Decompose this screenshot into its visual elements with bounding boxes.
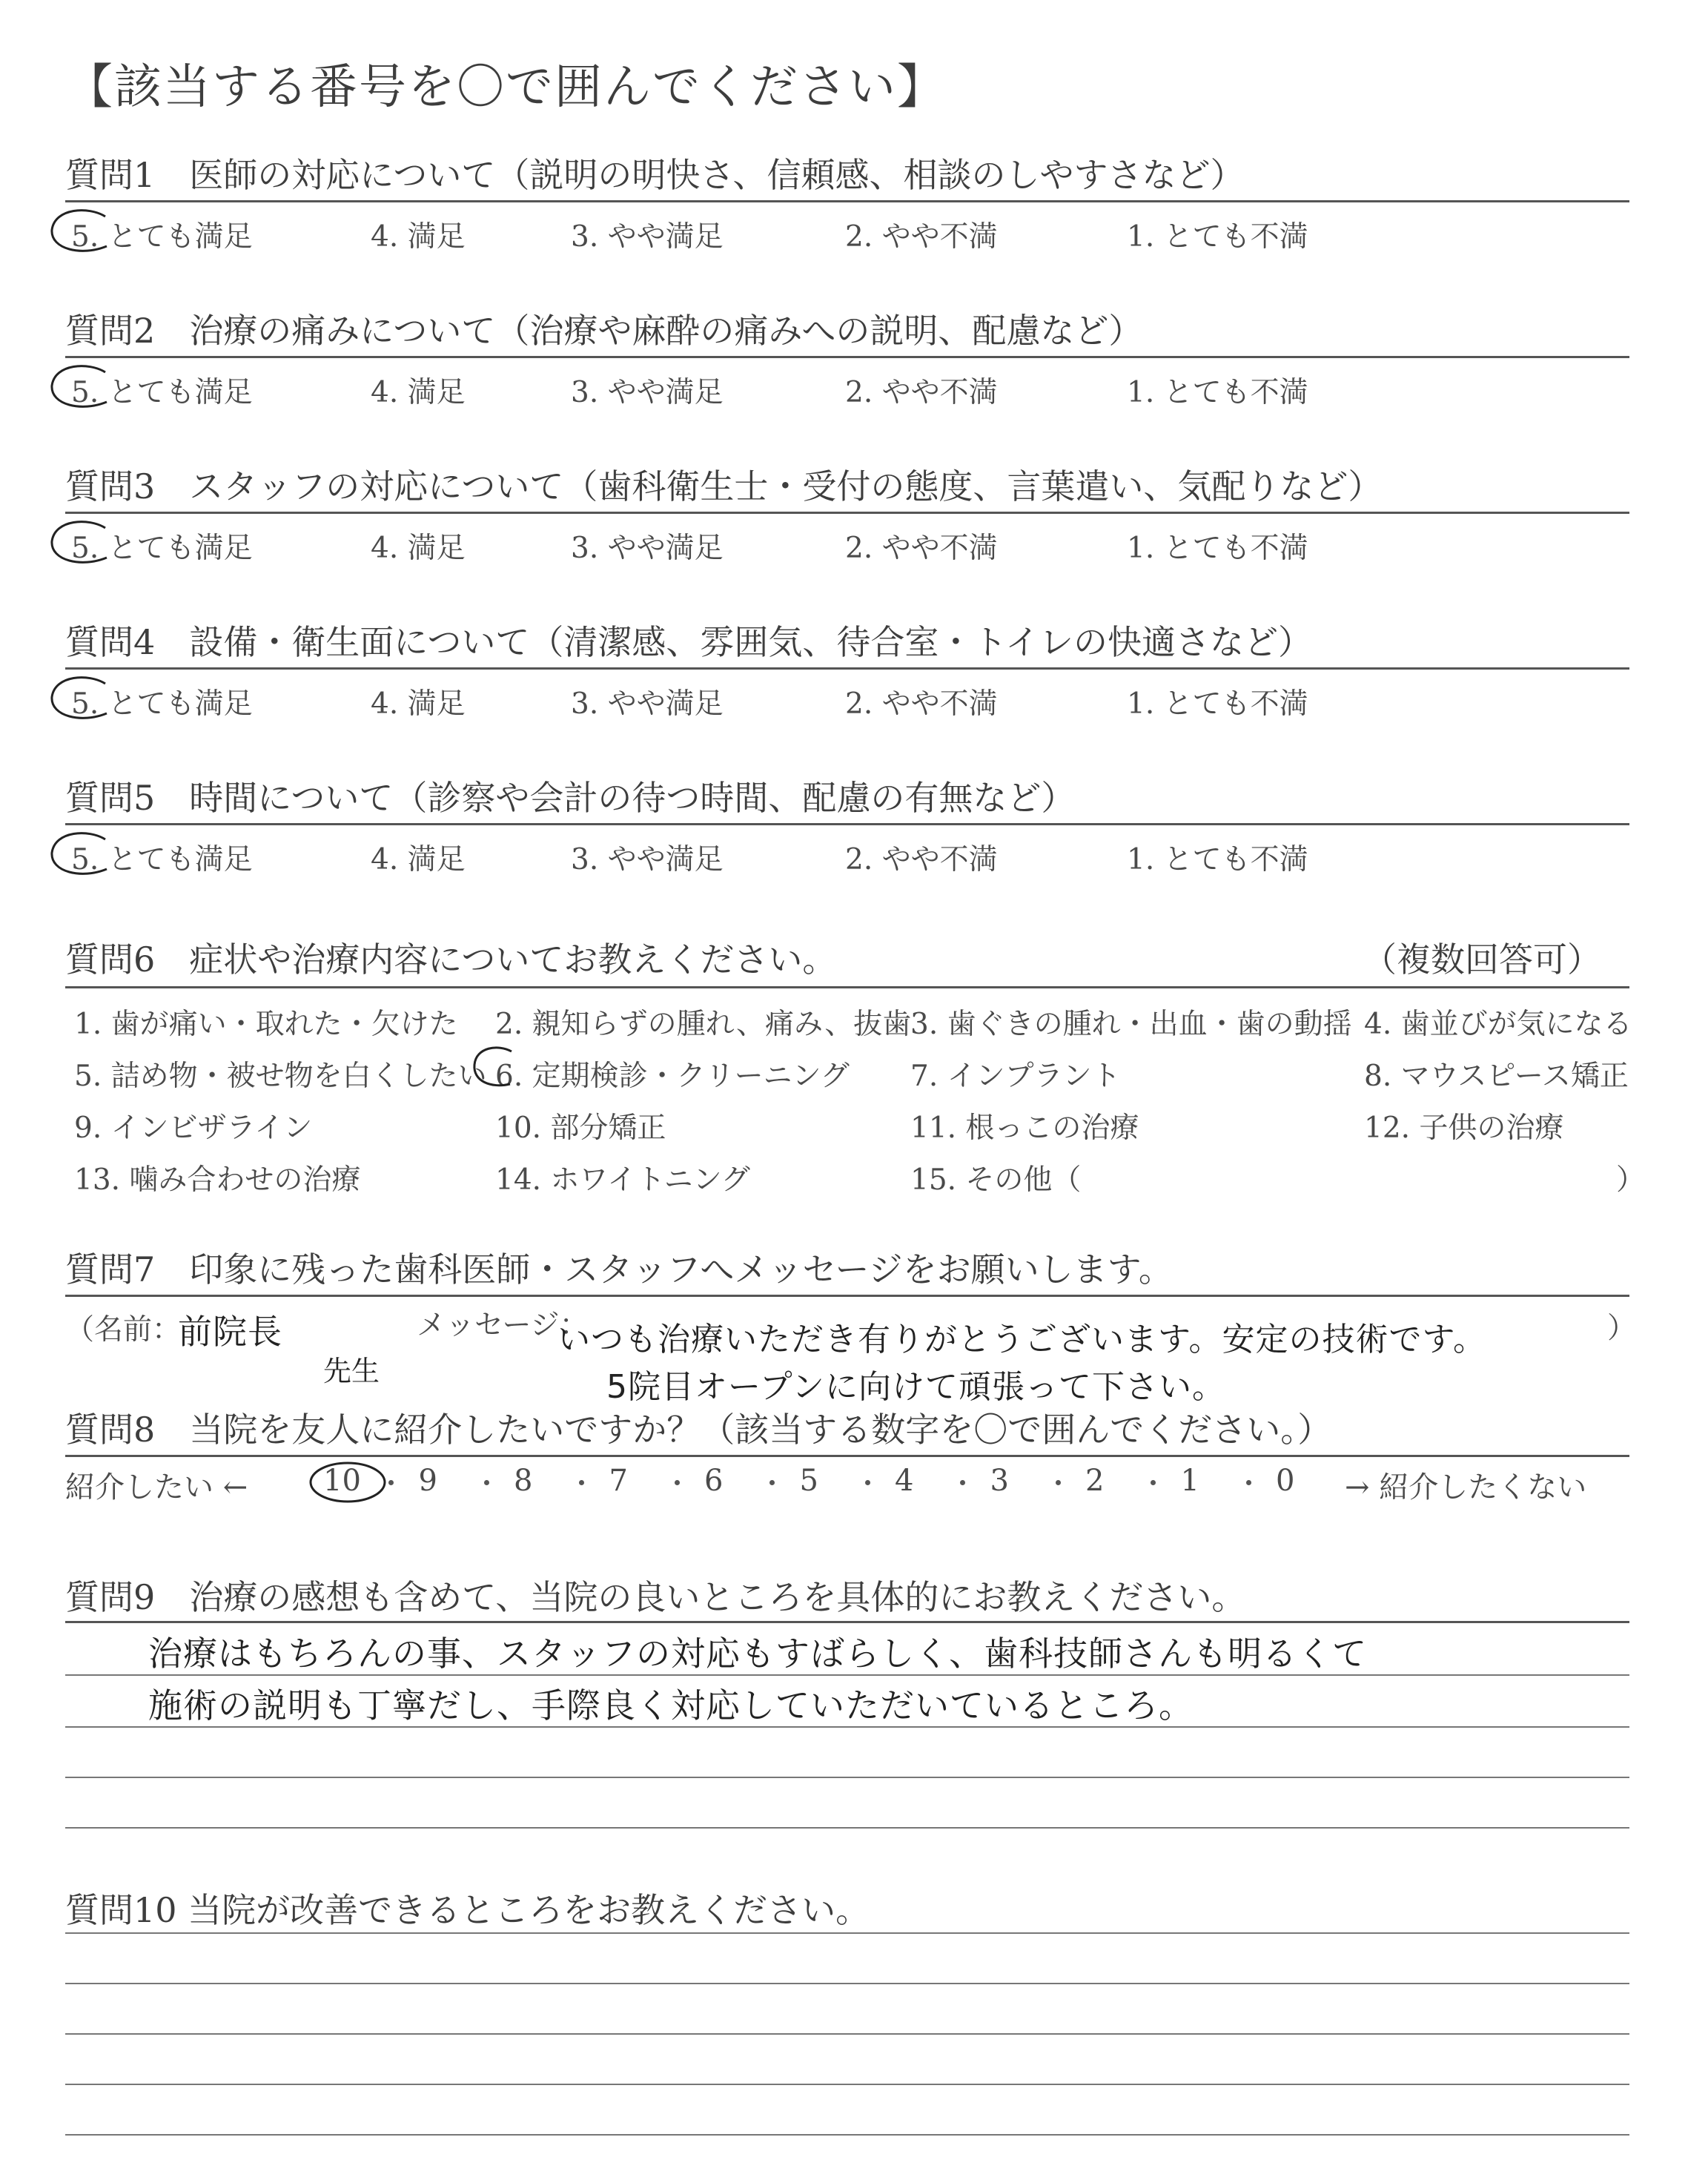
page-title: 【該当する番号を〇で囲んでください】 xyxy=(65,60,946,115)
q6-answer-circle xyxy=(469,1043,528,1094)
q7-message-line2: 5院目オープンに向けて頑張って下さい。 xyxy=(606,1368,1226,1406)
q1-title: 質問1 医師の対応について（説明の明快さ、信頼感、相談のしやすさなど） xyxy=(65,155,1245,195)
q8-scale-separator xyxy=(1151,1480,1156,1485)
q10-ruled-line xyxy=(65,2084,1629,2085)
q8-scale-separator xyxy=(865,1480,870,1485)
q7-title: 質問7 印象に残った歯科医師・スタッフへメッセージをお願いします。 xyxy=(65,1249,1173,1289)
q6-option-2[interactable]: 2. 親知らずの腫れ、痛み、抜歯 xyxy=(495,1008,912,1041)
q3-option-4[interactable]: 4. 満足 xyxy=(371,532,466,565)
q1-option-2[interactable]: 2. やや不満 xyxy=(845,220,998,254)
q2-option-3[interactable]: 3. やや満足 xyxy=(571,376,724,409)
q5-option-4[interactable]: 4. 満足 xyxy=(371,843,466,876)
q1-option-1[interactable]: 1. とても不満 xyxy=(1127,220,1308,254)
q8-scale-0[interactable]: 0 xyxy=(1276,1464,1295,1498)
q8-right-label: → 紹介したくない xyxy=(1345,1470,1587,1505)
q8-rule xyxy=(65,1455,1629,1457)
q10-ruled-line xyxy=(65,1932,1629,1934)
q6-option-12[interactable]: 12. 子供の治療 xyxy=(1364,1112,1564,1145)
q10-ruled-line xyxy=(65,2033,1629,2035)
q8-scale-separator xyxy=(484,1480,489,1485)
q6-option-4[interactable]: 4. 歯並びが気になる xyxy=(1364,1008,1632,1041)
q6-option-3[interactable]: 3. 歯ぐきの腫れ・出血・歯の動揺 xyxy=(910,1008,1352,1041)
q2-option-1[interactable]: 1. とても不満 xyxy=(1127,376,1308,409)
q2-option-5[interactable]: 5. とても満足 xyxy=(71,376,253,409)
q2-option-4[interactable]: 4. 満足 xyxy=(371,376,466,409)
q9-ruled-line xyxy=(65,1827,1629,1829)
q2-rule xyxy=(65,356,1629,358)
q9-title: 質問9 治療の感想も含めて、当院の良いところを具体的にお教えください。 xyxy=(65,1577,1246,1617)
q8-left-label: 紹介したい ← xyxy=(65,1470,248,1505)
q3-option-1[interactable]: 1. とても不満 xyxy=(1127,532,1308,565)
q6-option-1[interactable]: 1. 歯が痛い・取れた・欠けた xyxy=(74,1008,458,1041)
q7-message-line1: いつも治療いただき有りがとうございます。安定の技術です。 xyxy=(557,1321,1486,1358)
q8-scale-separator xyxy=(1056,1480,1061,1485)
q4-option-5[interactable]: 5. とても満足 xyxy=(71,687,253,721)
q6-option-11[interactable]: 11. 根っこの治療 xyxy=(910,1112,1139,1145)
q8-scale-9[interactable]: 9 xyxy=(418,1464,437,1498)
q8-scale-6[interactable]: 6 xyxy=(704,1464,724,1498)
q3-rule xyxy=(65,512,1629,514)
q6-note: （複数回答可） xyxy=(1363,939,1601,980)
q5-option-1[interactable]: 1. とても不満 xyxy=(1127,843,1308,876)
q2-title: 質問2 治療の痛みについて（治療や麻酔の痛みへの説明、配慮など） xyxy=(65,311,1143,351)
q3-answer-circle xyxy=(44,516,119,572)
q9-answer-line2: 施術の説明も丁寧だし、手際良く対応していただいているところ。 xyxy=(148,1685,1194,1725)
q5-option-3[interactable]: 3. やや満足 xyxy=(571,843,724,876)
q6-option-8[interactable]: 8. マウスピース矯正 xyxy=(1364,1060,1629,1093)
q4-title: 質問4 設備・衛生面について（清潔感、雰囲気、待合室・トイレの快適さなど） xyxy=(65,622,1313,662)
q8-scale-separator xyxy=(769,1480,775,1485)
q6-option-7[interactable]: 7. インプラント xyxy=(910,1060,1121,1093)
q1-answer-circle xyxy=(44,205,119,261)
q1-option-5[interactable]: 5. とても満足 xyxy=(71,220,253,254)
q8-scale-separator xyxy=(1246,1480,1251,1485)
q3-title: 質問3 スタッフの対応について（歯科衛生士・受付の態度、言葉遣い、気配りなど） xyxy=(65,466,1383,506)
q4-option-1[interactable]: 1. とても不満 xyxy=(1127,687,1308,721)
q4-answer-circle xyxy=(44,672,119,728)
q8-scale-8[interactable]: 8 xyxy=(514,1464,533,1498)
q8-scale-separator xyxy=(675,1480,680,1485)
q1-option-3[interactable]: 3. やや満足 xyxy=(571,220,724,254)
q3-option-3[interactable]: 3. やや満足 xyxy=(571,532,724,565)
q6-rule xyxy=(65,986,1629,988)
q9-ruled-line xyxy=(65,1726,1629,1728)
q2-option-2[interactable]: 2. やや不満 xyxy=(845,376,998,409)
q8-scale-1[interactable]: 1 xyxy=(1180,1464,1199,1498)
q4-option-3[interactable]: 3. やや満足 xyxy=(571,687,724,721)
q10-title: 質問10 当院が改善できるところをお教えください。 xyxy=(65,1890,870,1930)
q1-rule xyxy=(65,200,1629,202)
q9-answer-line1: 治療はもちろんの事、スタッフの対応もすばらしく、歯科技師さんも明るくて xyxy=(148,1634,1368,1674)
q8-title: 質問8 当院を友人に紹介したいですか？（該当する数字を〇で囲んでください。） xyxy=(65,1410,1332,1450)
q7-name-label: （名前： xyxy=(65,1313,182,1347)
q6-option-15[interactable]: 15. その他（ xyxy=(910,1163,1082,1197)
q6-option-13[interactable]: 13. 噛み合わせの治療 xyxy=(74,1163,361,1197)
q8-scale-7[interactable]: 7 xyxy=(609,1464,628,1498)
q8-scale-3[interactable]: 3 xyxy=(990,1464,1009,1498)
q5-option-2[interactable]: 2. やや不満 xyxy=(845,843,998,876)
q7-message-label: メッセージ： xyxy=(417,1309,589,1342)
q6-title: 質問6 症状や治療内容についてお教えください。 xyxy=(65,939,837,980)
q8-scale-10[interactable]: 10 xyxy=(323,1464,361,1498)
q6-option-9[interactable]: 9. インビザライン xyxy=(74,1112,313,1145)
q4-rule xyxy=(65,667,1629,670)
q9-ruled-line xyxy=(65,1674,1629,1676)
q7-name-value: 前院長 xyxy=(178,1312,282,1352)
q8-scale-separator xyxy=(388,1480,394,1485)
q6-other-close-paren: ） xyxy=(1616,1163,1646,1197)
q3-option-2[interactable]: 2. やや不満 xyxy=(845,532,998,565)
q1-option-4[interactable]: 4. 満足 xyxy=(371,220,466,254)
q6-option-6[interactable]: 6. 定期検診・クリーニング xyxy=(495,1060,850,1093)
q5-rule xyxy=(65,823,1629,825)
q2-answer-circle xyxy=(44,360,119,417)
q8-scale-separator xyxy=(579,1480,584,1485)
q3-option-5[interactable]: 5. とても満足 xyxy=(71,532,253,565)
q9-ruled-line xyxy=(65,1777,1629,1778)
q6-option-10[interactable]: 10. 部分矯正 xyxy=(495,1112,666,1145)
q8-scale-5[interactable]: 5 xyxy=(799,1464,818,1498)
q7-name-suffix: 先生 xyxy=(323,1355,380,1387)
q5-title: 質問5 時間について（診察や会計の待つ時間、配慮の有無など） xyxy=(65,778,1076,818)
q6-option-5[interactable]: 5. 詰め物・被せ物を白くしたい xyxy=(74,1060,487,1093)
q10-ruled-line xyxy=(65,2134,1629,2136)
q4-option-4[interactable]: 4. 満足 xyxy=(371,687,466,721)
q6-option-14[interactable]: 14. ホワイトニング xyxy=(495,1163,750,1197)
q8-scale-4[interactable]: 4 xyxy=(895,1464,914,1498)
q5-answer-circle xyxy=(44,828,119,884)
q8-scale-2[interactable]: 2 xyxy=(1085,1464,1105,1498)
q7-rule xyxy=(65,1295,1629,1297)
q5-option-5[interactable]: 5. とても満足 xyxy=(71,843,253,876)
q7-close-paren: ） xyxy=(1607,1312,1637,1345)
q8-answer-circle xyxy=(307,1458,388,1507)
q9-rule xyxy=(65,1621,1629,1623)
q8-scale-separator xyxy=(960,1480,965,1485)
q10-ruled-line xyxy=(65,1983,1629,1984)
q4-option-2[interactable]: 2. やや不満 xyxy=(845,687,998,721)
